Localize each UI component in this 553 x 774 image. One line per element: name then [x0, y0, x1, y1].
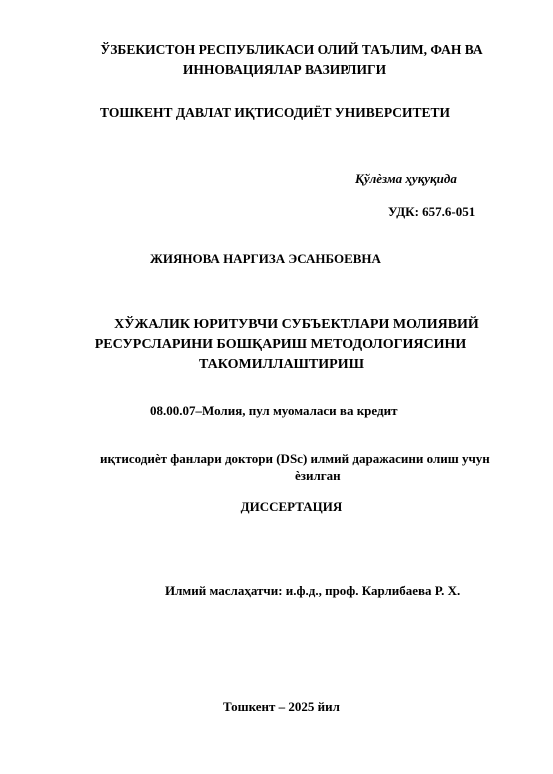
document-type: ДИССЕРТАЦИЯ — [240, 499, 343, 514]
dissertation-title — [0, 315, 553, 375]
degree-statement — [100, 450, 490, 484]
ministry-heading — [0, 40, 553, 80]
degree-line-1: иқтисодиѐт фанлари доктори (DSc) илмий даражасини олиш учун — [100, 451, 490, 466]
title-line-2: РЕСУРСЛАРИНИ БОШҚАРИШ МЕТОДОЛОГИЯСИНИ — [94, 337, 467, 352]
ministry-line-2: ИННОВАЦИЯЛАР ВАЗИРЛИГИ — [182, 62, 387, 77]
udk-code: УДК: 657.6-051 — [388, 204, 476, 219]
title-line-3: ТАКОМИЛЛАШТИРИШ — [199, 357, 364, 372]
title-line-1: ХЎЖАЛИК ЮРИТУВЧИ СУБЪЕКТЛАРИ МОЛИЯВИЙ — [114, 317, 479, 332]
author-name: ЖИЯНОВА НАРГИЗА ЭСАНБОЕВНА — [150, 251, 381, 266]
manuscript-rights: Қўлѐзма ҳуқуқида — [355, 171, 457, 186]
specialty-code: 08.00.07–Молия, пул муомаласи ва кредит — [150, 403, 398, 418]
scientific-advisor: Илмий маслаҳатчи: и.ф.д., проф. Карлибаева Р. Х. — [165, 583, 461, 598]
degree-line-2: ѐзилган — [295, 468, 341, 483]
ministry-line-1: ЎЗБЕКИСТОН РЕСПУБЛИКАСИ ОЛИЙ ТАЪЛИМ, ФАН ВА — [100, 42, 483, 57]
city-year: Тошкент – 2025 йил — [223, 699, 340, 714]
university-name: ТОШКЕНТ ДАВЛАТ ИҚТИСОДИЁТ УНИВЕРСИТЕТИ — [100, 105, 450, 120]
